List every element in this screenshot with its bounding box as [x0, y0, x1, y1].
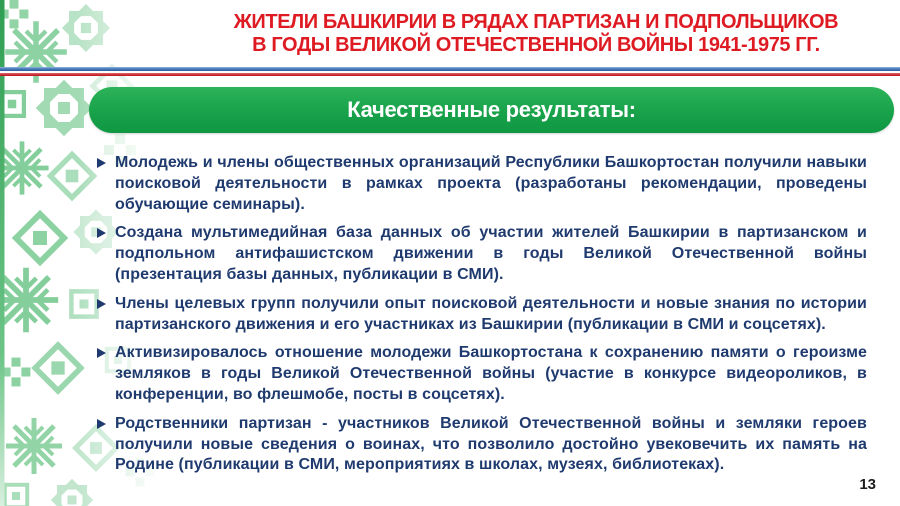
title-line-2: В ГОДЫ ВЕЛИКОЙ ОТЕЧЕСТВЕННОЙ ВОЙНЫ 1941-1975 ГГ.	[252, 34, 820, 56]
list-item	[97, 414, 867, 476]
bullet-arrow-icon	[97, 299, 106, 309]
list-item	[97, 294, 867, 336]
banner-label: Качественные результаты:	[347, 97, 636, 122]
list-item	[97, 153, 867, 215]
divider-red-stripe	[0, 73, 900, 76]
bullet-text: Члены целевых групп получили опыт поисковой деятельности и новые знания по истории партизанского движения и его участниках из Башкирии (публикации в СМИ и соцсетях).	[115, 294, 867, 333]
title-line-1: ЖИТЕЛИ БАШКИРИИ В РЯДАХ ПАРТИЗАН И ПОДПОЛЬЩИКОВ	[233, 11, 839, 33]
list-item	[97, 223, 867, 285]
tricolor-divider	[0, 67, 900, 76]
bullet-text: Родственники партизан - участников Великой Отечественной войны и земляки героев получили новые сведения о воинах, что позволило достойно увековечить их память на Родине (публикации в СМИ, мероприятиях в школах, музеях, библиотеках).	[115, 414, 867, 474]
bullet-list	[97, 153, 867, 484]
list-item	[97, 343, 867, 405]
bullet-text: Активизировалось отношение молодежи Башкортостана к сохранению памяти о героизме земляков в годы Великой Отечественной войны (участие в конкурсе видеороликов, в конференции, во флешмобе, посты в соцсетях).	[115, 344, 867, 403]
bullet-arrow-icon	[97, 348, 106, 358]
bullet-arrow-icon	[97, 158, 106, 168]
results-banner	[89, 87, 894, 133]
bullet-arrow-icon	[97, 228, 106, 238]
slide-title	[175, 11, 897, 57]
bullet-arrow-icon	[97, 419, 106, 429]
bullet-text: Молодежь и члены общественных организаций Республики Башкортостан получили навыки поисковой деятельности в рамках проекта (разработаны рекомендации, проведены обучающие семинары).	[115, 154, 867, 213]
page-number: 13	[859, 476, 876, 493]
bullet-text: Создана мультимедийная база данных об участии жителей Башкирии в партизанском и подпольном антифашистском движении в годы Великой Отечественной войны (презентация базы данных, публикации в СМИ).	[115, 224, 867, 283]
